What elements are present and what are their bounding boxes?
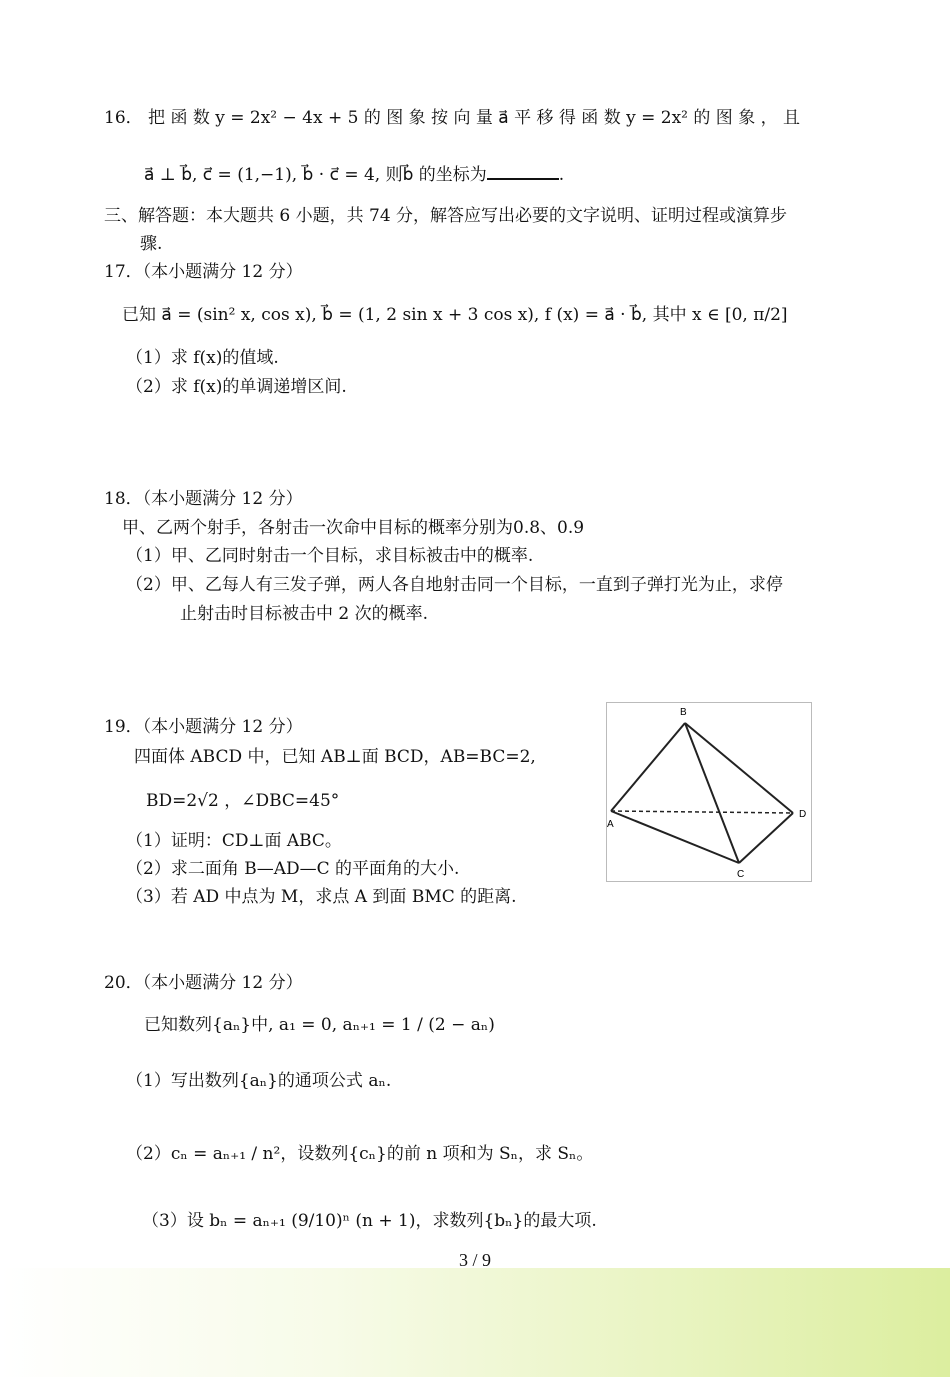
q17-given: 已知 a⃗ = (sin² x, cos x), b⃗ = (1, 2 sin x + 3 cos x), f (x) = a⃗ · b⃗, 其中 x ∈ [0, π/2]	[122, 305, 788, 325]
tetrahedron-figure	[606, 702, 812, 882]
answer-blank	[487, 162, 559, 180]
q20-header: 20．（本小题满分 12 分）	[104, 973, 303, 993]
q19-header: 19．（本小题满分 12 分）	[104, 717, 303, 737]
q18-part-1: （1）甲、乙同时射击一个目标，求目标被击中的概率.	[126, 546, 534, 566]
q19-given-1: 四面体 ABCD 中，已知 AB⊥面 BCD，AB=BC=2,	[134, 747, 536, 767]
q16-line-2-end: .	[558, 165, 565, 185]
q18-given: 甲、乙两个射手，各射击一次命中目标的概率分别为0.8、0.9	[122, 518, 585, 538]
q19-part-3: （3）若 AD 中点为 M，求点 A 到面 BMC 的距离.	[126, 887, 517, 907]
section3-line-2: 骤.	[140, 234, 163, 254]
q16-line-2	[144, 162, 564, 186]
q19-given-2: BD=2√2 ，∠DBC=45°	[146, 791, 340, 811]
footer-decoration	[0, 1268, 950, 1377]
q16-line-2-text: a⃗ ⊥ b⃗, c⃗ = (1,−1), b⃗ · c⃗ = 4, 则b⃗ 的坐标为	[144, 165, 487, 185]
q20-part-3: （3）设 bₙ = aₙ₊₁ (9/10)ⁿ (n + 1)，求数列{bₙ}的最大项.	[142, 1211, 597, 1231]
q18-header: 18．（本小题满分 12 分）	[104, 489, 303, 509]
vertex-label-d: D	[799, 809, 807, 820]
section3-line-1: 三、解答题：本大题共 6 小题，共 74 分，解答应写出必要的文字说明、证明过程或演算步	[104, 206, 788, 226]
q20-part-1: （1）写出数列{aₙ}的通项公式 aₙ.	[126, 1071, 392, 1091]
vertex-label-b: B	[680, 707, 687, 718]
q18-part-2a: （2）甲、乙每人有三发子弹，两人各自地射击同一个目标，一直到子弹打光为止，求停	[126, 575, 783, 595]
q17-part-1: （1）求 f(x)的值域.	[126, 348, 279, 368]
q18-part-2b: 止射击时目标被击中 2 次的概率.	[180, 604, 429, 624]
q16-line-1: 16． 把 函 数 y = 2x² − 4x + 5 的 图 象 按 向 量 a⃗ 平 移 得 函 数 y = 2x² 的 图 象 ， 且	[104, 108, 801, 128]
tetrahedron-diagram	[607, 703, 811, 881]
vertex-label-a: A	[607, 819, 614, 830]
q20-part-2: （2）cₙ = aₙ₊₁ / n²，设数列{cₙ}的前 n 项和为 Sₙ，求 Sₙ。	[126, 1144, 594, 1164]
vertex-label-c: C	[737, 869, 745, 880]
page-number: 3 / 9	[458, 1250, 491, 1270]
q19-part-2: （2）求二面角 B—AD—C 的平面角的大小.	[126, 859, 460, 879]
q17-part-2: （2）求 f(x)的单调递增区间.	[126, 377, 347, 397]
q19-part-1: （1）证明：CD⊥面 ABC。	[126, 831, 342, 851]
q17-header: 17．（本小题满分 12 分）	[104, 262, 303, 282]
q20-given: 已知数列{aₙ}中, a₁ = 0, aₙ₊₁ = 1 / (2 − aₙ)	[144, 1015, 495, 1035]
